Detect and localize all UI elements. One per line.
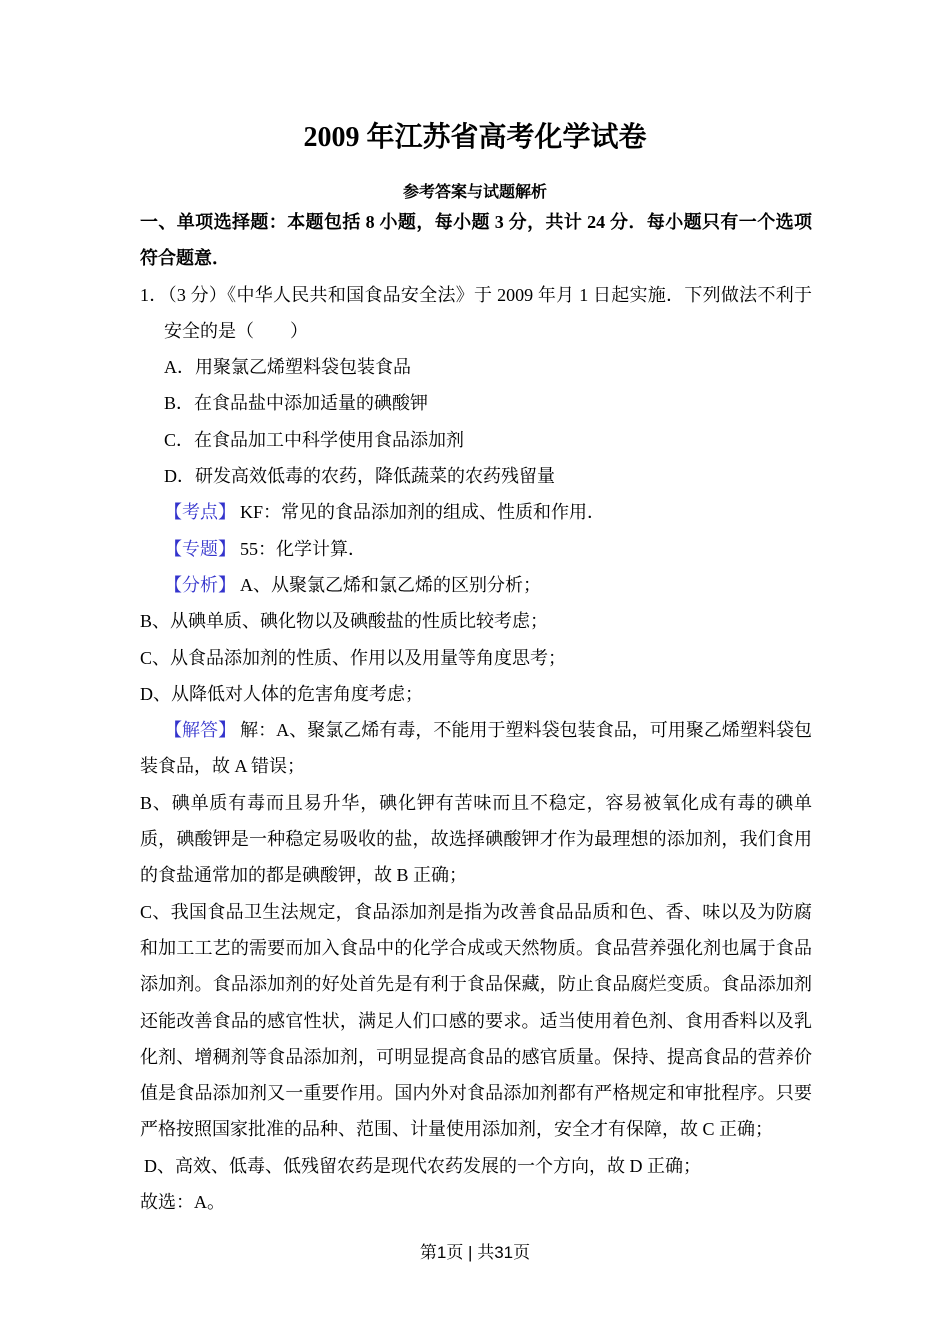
analysis-paragraph: 【专题】 55：化学计算． (164, 538, 366, 559)
bracket-label: 【考点】 (164, 502, 236, 523)
document-body (140, 204, 812, 1220)
option-line: D．研发高效低毒的农药，降低蔬菜的农药残留量 (164, 466, 555, 487)
analysis-paragraph: D、从降低对人体的危害角度考虑； (140, 683, 423, 704)
question-number: 1． (140, 284, 168, 305)
bracket-label: 【专题】 (164, 538, 236, 559)
page-title: 2009 年江苏省高考化学试卷 (303, 122, 647, 153)
option-key: A． (164, 357, 195, 378)
option-key: D． (164, 466, 195, 487)
option-key: B． (164, 393, 195, 414)
question-score: （3 分） (167, 284, 228, 305)
bracket-label: 【分析】 (164, 574, 236, 595)
analysis-paragraph: B、碘单质有毒而且易升华，碘化钾有苦味而且不稳定，容易被氧化成有毒的碘单质，碘酸钾是一种稳定易吸收的盐，故选择碘酸钾才作为最理想的添加剂，我们食用的食盐通常加的都是碘酸钾，故 B 正确； (140, 792, 812, 886)
analysis-paragraph: C、我国食品卫生法规定，食品添加剂是指为改善食品品质和色、香、味以及为防腐和加工工艺的需要而加入食品中的化学合成或天然物质。食品营养强化剂也属于食品添加剂。食品添加剂的好处首先是有利于食品保藏，防止食品腐烂变质。食品添加剂还能改善食品的感官性状，满足人们口感的要求。适当使用着色剂、食用香料以及乳化剂、增稠剂等食品添加剂，可明显提高食品的感官质量。保持、提高食品的营养价值是食品添加剂又一重要作用。国内外对食品添加剂都有严格规定和审批程序。只要严格按照国家批准的品种、范围、计量使用添加剂，安全才有保障，故 C 正确； (140, 901, 812, 1140)
analysis-paragraph: D、高效、低毒、低残留农药是现代农药发展的一个方向，故 D 正确； (144, 1155, 701, 1176)
analysis-blocks (140, 494, 812, 1220)
option-key: C． (164, 429, 195, 450)
page-subtitle: 参考答案与试题解析 (402, 184, 547, 201)
bracket-label: 【解答】 (164, 720, 237, 741)
section-heading: 一、单项选择题：本题包括 8 小题，每小题 3 分，共计 24 分．每小题只有一个选项符合题意． (140, 212, 812, 269)
options-list (140, 349, 812, 494)
analysis-paragraph: C、从食品添加剂的性质、作用以及用量等角度思考； (140, 647, 567, 668)
option-line: A．用聚氯乙烯塑料袋包装食品 (164, 357, 411, 378)
option-line: C．在食品加工中科学使用食品添加剂 (164, 429, 465, 450)
page-footer: 第1页 | 共31页 (419, 1243, 531, 1262)
analysis-paragraph: 【解答】 解：A、聚氯乙烯有毒，不能用于塑料袋包装食品，可用聚乙烯塑料袋包装食品，故 A 错误； (140, 720, 813, 777)
analysis-paragraph: B、从碘单质、碘化物以及碘酸盐的性质比较考虑； (140, 611, 549, 632)
analysis-paragraph: 故选：A。 (140, 1192, 225, 1213)
option-line: B．在食品盐中添加适量的碘酸钾 (164, 393, 429, 414)
analysis-paragraph: 【考点】 KF：常见的食品添加剂的组成、性质和作用． (164, 502, 606, 523)
question-stem: 《中华人民共和国食品安全法》于 2009 年月 1 日起实施．下列做法不利于安全的是（ ） (164, 284, 813, 341)
analysis-paragraph: 【分析】 A、从聚氯乙烯和氯乙烯的区别分析； (164, 574, 541, 595)
question-paragraph (140, 277, 812, 350)
